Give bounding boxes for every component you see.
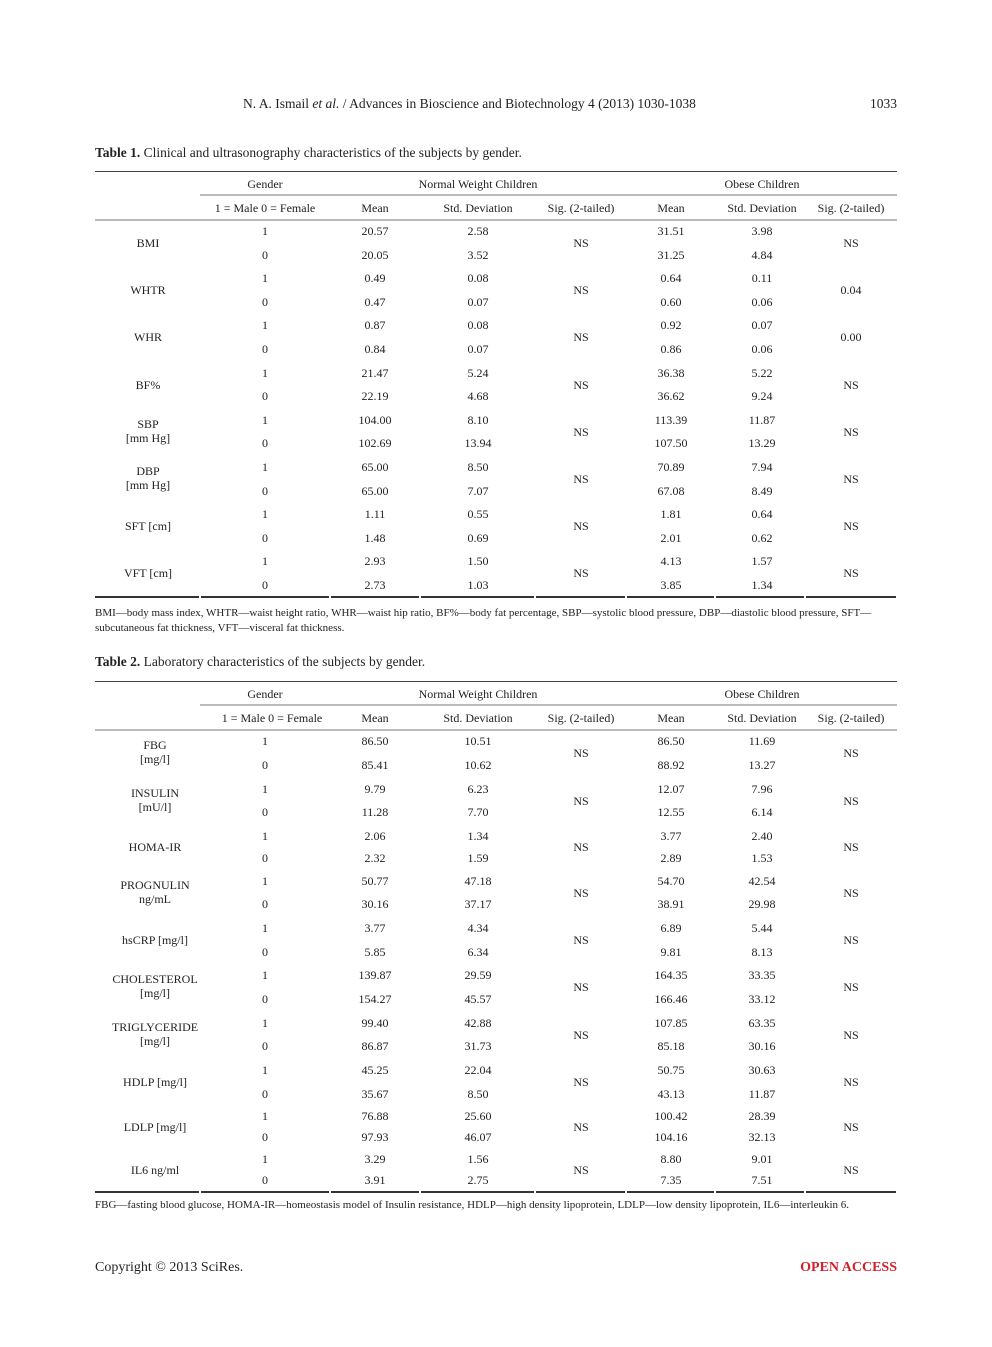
column-header: Sig. (2-tailed) <box>547 201 615 215</box>
gender-value: 0 <box>262 805 268 819</box>
normal-mean: 65.00 <box>361 484 389 498</box>
open-access-label: OPEN ACCESS <box>800 1260 897 1275</box>
header-journal: / Advances in Bioscience and Biotechnology 4 (2013) 1030-1038 <box>342 96 696 111</box>
normal-mean: 86.87 <box>361 1039 389 1053</box>
obese-std-dev: 7.94 <box>751 460 773 474</box>
gender-value: 0 <box>262 945 268 959</box>
normal-std-dev: 3.52 <box>467 248 489 262</box>
normal-sig: NS <box>573 377 589 392</box>
obese-mean: 4.13 <box>660 554 682 568</box>
normal-std-dev: 46.07 <box>464 1130 492 1144</box>
normal-std-dev: 22.04 <box>464 1063 492 1077</box>
obese-sig: NS <box>843 519 859 533</box>
normal-mean: 99.40 <box>361 1016 389 1030</box>
normal-std-dev: 0.07 <box>467 295 489 309</box>
gender-value: 0 <box>262 1130 268 1144</box>
table-bottom-rule <box>95 1191 199 1193</box>
obese-std-dev: 32.13 <box>748 1130 776 1144</box>
obese-std-dev: 8.49 <box>751 484 773 498</box>
normal-sig: NS <box>573 1027 589 1042</box>
table-bottom-rule <box>95 596 199 598</box>
normal-std-dev: 1.59 <box>467 851 489 865</box>
normal-std-dev: 0.07 <box>467 342 489 356</box>
normal-mean: 104.00 <box>358 413 392 427</box>
table-bottom-rule <box>201 596 329 598</box>
gender-value: 1 <box>262 366 268 380</box>
table-bottom-rule <box>806 596 896 598</box>
normal-mean: 21.47 <box>361 366 389 380</box>
obese-std-dev: 0.62 <box>751 531 773 545</box>
normal-std-dev: 29.59 <box>464 968 492 982</box>
column-header: Std. Deviation <box>443 711 513 725</box>
obese-mean: 38.91 <box>657 897 685 911</box>
table-bottom-rule <box>331 596 419 598</box>
normal-std-dev: 1.03 <box>467 578 489 592</box>
normal-sig: NS <box>573 236 589 250</box>
normal-std-dev: 47.18 <box>464 874 492 888</box>
obese-std-dev: 42.54 <box>748 874 776 888</box>
obese-std-dev: 29.98 <box>748 897 776 911</box>
row-variable-label: DBP [mm Hg] <box>125 464 171 492</box>
group-header-obese: Obese Children <box>724 177 800 191</box>
gender-value: 0 <box>262 851 268 865</box>
copyright: Copyright © 2013 SciRes. <box>95 1260 244 1275</box>
gender-value: 0 <box>262 436 268 450</box>
obese-std-dev: 0.06 <box>751 295 773 309</box>
normal-std-dev: 10.51 <box>464 734 492 748</box>
obese-mean: 43.13 <box>657 1087 685 1101</box>
table-bottom-rule <box>536 1191 625 1193</box>
normal-mean: 85.41 <box>361 758 389 772</box>
normal-std-dev: 1.56 <box>467 1152 489 1166</box>
obese-std-dev: 3.98 <box>751 224 773 238</box>
obese-sig: NS <box>843 1075 859 1089</box>
obese-std-dev: 30.16 <box>748 1039 776 1053</box>
table2-caption <box>95 654 425 670</box>
normal-mean: 45.25 <box>361 1063 389 1077</box>
normal-mean: 30.16 <box>361 897 389 911</box>
obese-std-dev: 0.11 <box>751 271 773 285</box>
gender-value: 0 <box>262 531 268 545</box>
normal-mean: 86.50 <box>361 734 389 748</box>
column-header: Std. Deviation <box>727 711 797 725</box>
normal-std-dev: 37.17 <box>464 897 492 911</box>
normal-std-dev: 6.34 <box>467 945 489 959</box>
gender-value: 1 <box>262 507 268 521</box>
table-top-rule <box>95 171 897 172</box>
obese-std-dev: 7.96 <box>751 782 773 796</box>
table-bottom-rule <box>627 1191 714 1193</box>
obese-mean: 3.77 <box>660 829 682 843</box>
obese-sig: NS <box>843 1162 859 1177</box>
normal-std-dev: 6.23 <box>467 782 489 796</box>
obese-sig: NS <box>843 472 859 486</box>
obese-sig: NS <box>843 933 859 947</box>
obese-sig: NS <box>843 793 859 808</box>
obese-std-dev: 0.07 <box>751 318 773 332</box>
normal-std-dev: 1.50 <box>467 554 489 568</box>
group-header-normal: Normal Weight Children <box>418 177 538 191</box>
gender-value: 1 <box>262 874 268 888</box>
normal-std-dev: 2.75 <box>467 1173 489 1187</box>
table1-caption <box>95 145 522 161</box>
normal-mean: 2.32 <box>364 851 386 865</box>
table-bottom-rule <box>421 1191 534 1193</box>
obese-mean: 12.55 <box>657 805 685 819</box>
normal-std-dev: 25.60 <box>464 1109 492 1123</box>
gender-value: 0 <box>262 1087 268 1101</box>
table1-label: Table 1. <box>95 145 141 160</box>
obese-std-dev: 5.44 <box>751 921 773 935</box>
obese-mean: 2.89 <box>660 851 682 865</box>
normal-mean: 5.85 <box>364 945 386 959</box>
normal-std-dev: 42.88 <box>464 1016 492 1030</box>
gender-value: 1 <box>262 829 268 843</box>
obese-mean: 12.07 <box>657 782 685 796</box>
obese-mean: 164.35 <box>654 968 688 982</box>
gender-value: 0 <box>262 389 268 403</box>
column-header-rule <box>95 729 897 731</box>
running-header <box>243 96 696 112</box>
obese-std-dev: 1.57 <box>751 554 773 568</box>
normal-mean: 0.49 <box>364 271 386 285</box>
obese-std-dev: 11.69 <box>748 734 776 748</box>
obese-mean: 88.92 <box>657 758 685 772</box>
obese-mean: 50.75 <box>657 1063 685 1077</box>
row-variable-label: FBG [mg/l] <box>140 738 170 766</box>
row-variable-label: hsCRP [mg/l] <box>122 933 188 947</box>
normal-mean: 50.77 <box>361 874 389 888</box>
obese-mean: 85.18 <box>657 1039 685 1053</box>
normal-mean: 35.67 <box>361 1087 389 1101</box>
obese-mean: 0.64 <box>660 271 682 285</box>
obese-std-dev: 2.40 <box>751 829 773 843</box>
gender-value: 1 <box>262 271 268 285</box>
normal-mean: 76.88 <box>361 1109 389 1123</box>
gender-value: 1 <box>262 1109 268 1123</box>
column-header: 1 = Male 0 = Female <box>214 201 316 215</box>
gender-value: 1 <box>262 782 268 796</box>
normal-sig: NS <box>573 885 589 900</box>
normal-std-dev: 0.08 <box>467 318 489 332</box>
obese-sig: NS <box>843 424 859 439</box>
normal-mean: 102.69 <box>358 436 392 450</box>
gender-value: 0 <box>262 578 268 592</box>
table-top-rule <box>95 681 897 682</box>
row-variable-label: HOMA-IR <box>128 840 182 854</box>
normal-std-dev: 0.69 <box>467 531 489 545</box>
obese-sig: 0.00 <box>840 330 862 344</box>
gender-value: 1 <box>262 554 268 568</box>
obese-mean: 31.25 <box>657 248 685 262</box>
normal-std-dev: 7.70 <box>467 805 489 819</box>
normal-mean: 3.91 <box>364 1173 386 1187</box>
obese-mean: 107.85 <box>654 1016 688 1030</box>
column-header: Mean <box>361 201 389 215</box>
obese-mean: 3.85 <box>660 578 682 592</box>
obese-std-dev: 11.87 <box>748 1087 776 1101</box>
row-variable-label: BMI <box>136 236 160 250</box>
obese-std-dev: 30.63 <box>748 1063 776 1077</box>
obese-sig: 0.04 <box>840 283 862 297</box>
normal-std-dev: 8.10 <box>467 413 489 427</box>
normal-mean: 0.84 <box>364 342 386 356</box>
obese-std-dev: 0.64 <box>751 507 773 521</box>
normal-mean: 2.73 <box>364 578 386 592</box>
obese-std-dev: 28.39 <box>748 1109 776 1123</box>
normal-mean: 1.48 <box>364 531 386 545</box>
obese-sig: NS <box>843 840 859 854</box>
obese-std-dev: 4.84 <box>751 248 773 262</box>
gender-value: 1 <box>262 921 268 935</box>
table-bottom-rule <box>716 596 804 598</box>
gender-value: 0 <box>262 992 268 1006</box>
column-header: 1 = Male 0 = Female <box>221 711 323 725</box>
normal-sig: NS <box>573 933 589 947</box>
normal-std-dev: 4.34 <box>467 921 489 935</box>
group-header-gender: Gender <box>247 687 283 701</box>
obese-std-dev: 11.87 <box>748 413 776 427</box>
table1-footnote: BMI—body mass index, WHTR—waist height ratio, WHR—waist hip ratio, BF%—body fat percentage, SBP—systolic blood pressure, DBP—diastolic blood pressure, SFT—subcutaneous fat thickness, VFT—visceral fat thickness. <box>95 607 872 634</box>
normal-mean: 0.47 <box>364 295 386 309</box>
row-variable-label: LDLP [mg/l] <box>123 1119 187 1134</box>
normal-sig: NS <box>573 330 589 344</box>
normal-mean: 20.57 <box>361 224 389 238</box>
row-variable-label: CHOLESTEROL [mg/l] <box>112 972 198 1000</box>
normal-std-dev: 8.50 <box>467 1087 489 1101</box>
obese-mean: 70.89 <box>657 460 685 474</box>
row-variable-label: WHR <box>134 330 162 344</box>
row-variable-label: INSULIN [mU/l] <box>131 785 179 814</box>
obese-std-dev: 9.24 <box>751 389 773 403</box>
normal-sig: NS <box>573 1075 589 1089</box>
normal-std-dev: 13.94 <box>464 436 492 450</box>
gender-value: 0 <box>262 897 268 911</box>
obese-mean: 2.01 <box>660 531 682 545</box>
normal-mean: 139.87 <box>358 968 392 982</box>
table-bottom-rule <box>331 1191 419 1193</box>
obese-std-dev: 9.01 <box>751 1152 773 1166</box>
gender-value: 0 <box>262 1173 268 1187</box>
row-variable-label: WHTR <box>130 283 166 297</box>
row-variable-label: HDLP [mg/l] <box>123 1075 187 1089</box>
table-bottom-rule <box>806 1191 896 1193</box>
normal-mean: 20.05 <box>361 248 389 262</box>
obese-mean: 8.80 <box>660 1152 682 1166</box>
table2-label: Table 2. <box>95 654 141 669</box>
gender-value: 1 <box>262 1016 268 1030</box>
obese-mean: 86.50 <box>657 734 685 748</box>
normal-sig: NS <box>573 980 589 994</box>
row-variable-label: IL6 ng/ml <box>130 1162 180 1177</box>
group-header-obese: Obese Children <box>724 687 800 701</box>
obese-mean: 7.35 <box>660 1173 682 1187</box>
column-header-rule <box>95 219 897 221</box>
obese-std-dev: 1.34 <box>751 578 773 592</box>
gender-value: 0 <box>262 484 268 498</box>
obese-mean: 166.46 <box>654 992 688 1006</box>
normal-sig: NS <box>573 1119 589 1134</box>
obese-sig: NS <box>843 746 859 760</box>
obese-sig: NS <box>843 236 859 250</box>
obese-std-dev: 0.06 <box>751 342 773 356</box>
gender-value: 0 <box>262 295 268 309</box>
column-header: Std. Deviation <box>443 201 513 215</box>
column-header: Mean <box>361 711 389 725</box>
normal-mean: 22.19 <box>361 389 389 403</box>
gender-value: 0 <box>262 342 268 356</box>
obese-std-dev: 1.53 <box>751 851 773 865</box>
normal-sig: NS <box>573 746 589 760</box>
table1-caption-text: Clinical and ultrasonography characteristics of the subjects by gender. <box>143 145 522 160</box>
group-header-normal: Normal Weight Children <box>418 687 538 701</box>
obese-mean: 36.38 <box>657 366 685 380</box>
obese-mean: 31.51 <box>657 224 685 238</box>
normal-sig: NS <box>573 283 589 297</box>
normal-mean: 1.11 <box>364 507 386 521</box>
obese-mean: 0.92 <box>660 318 682 332</box>
normal-std-dev: 4.68 <box>467 389 489 403</box>
normal-std-dev: 10.62 <box>464 758 492 772</box>
table-bottom-rule <box>421 596 534 598</box>
gender-value: 1 <box>262 318 268 332</box>
normal-mean: 2.06 <box>364 829 386 843</box>
normal-mean: 0.87 <box>364 318 386 332</box>
normal-std-dev: 8.50 <box>467 460 489 474</box>
normal-std-dev: 1.34 <box>467 829 489 843</box>
row-variable-label: VFT [cm] <box>123 566 173 580</box>
normal-std-dev: 0.08 <box>467 271 489 285</box>
normal-std-dev: 5.24 <box>467 366 489 380</box>
row-variable-label: BF% <box>135 377 161 392</box>
row-variable-label: TRIGLYCERIDE [mg/l] <box>111 1019 199 1048</box>
obese-sig: NS <box>843 1027 859 1042</box>
normal-std-dev: 2.58 <box>467 224 489 238</box>
normal-sig: NS <box>573 424 589 439</box>
obese-mean: 36.62 <box>657 389 685 403</box>
gender-value: 1 <box>262 224 268 238</box>
header-authors: N. A. Ismail <box>243 96 309 111</box>
gender-value: 0 <box>262 248 268 262</box>
obese-sig: NS <box>843 980 859 994</box>
gender-value: 0 <box>262 758 268 772</box>
obese-sig: NS <box>843 885 859 900</box>
obese-mean: 104.16 <box>654 1130 688 1144</box>
normal-mean: 65.00 <box>361 460 389 474</box>
column-header: Sig. (2-tailed) <box>817 711 885 725</box>
table2-caption-text: Laboratory characteristics of the subjects by gender. <box>143 654 426 669</box>
row-variable-label: SBP [mm Hg] <box>125 416 171 445</box>
obese-std-dev: 33.35 <box>748 968 776 982</box>
obese-mean: 100.42 <box>654 1109 688 1123</box>
obese-mean: 107.50 <box>654 436 688 450</box>
normal-sig: NS <box>573 519 589 533</box>
obese-std-dev: 33.12 <box>748 992 776 1006</box>
obese-sig: NS <box>843 566 859 580</box>
normal-std-dev: 45.57 <box>464 992 492 1006</box>
gender-value: 1 <box>262 1063 268 1077</box>
obese-mean: 6.89 <box>660 921 682 935</box>
group-header-rule <box>200 704 897 706</box>
obese-std-dev: 6.14 <box>751 805 773 819</box>
table-bottom-rule <box>716 1191 804 1193</box>
normal-mean: 11.28 <box>361 805 389 819</box>
normal-mean: 9.79 <box>364 782 386 796</box>
column-header: Std. Deviation <box>727 201 797 215</box>
header-etal: et al. <box>312 96 340 111</box>
normal-std-dev: 7.07 <box>467 484 489 498</box>
normal-std-dev: 31.73 <box>464 1039 492 1053</box>
normal-mean: 97.93 <box>361 1130 389 1144</box>
normal-mean: 3.29 <box>364 1152 386 1166</box>
gender-value: 1 <box>262 968 268 982</box>
obese-sig: NS <box>843 377 859 392</box>
obese-sig: NS <box>843 1119 859 1134</box>
obese-mean: 113.39 <box>654 413 688 427</box>
obese-std-dev: 5.22 <box>751 366 773 380</box>
normal-mean: 2.93 <box>364 554 386 568</box>
column-header: Mean <box>657 711 685 725</box>
normal-sig: NS <box>573 840 589 854</box>
normal-mean: 154.27 <box>358 992 392 1006</box>
table-bottom-rule <box>536 596 625 598</box>
obese-std-dev: 8.13 <box>751 945 773 959</box>
gender-value: 1 <box>262 460 268 474</box>
normal-mean: 3.77 <box>364 921 386 935</box>
obese-std-dev: 63.35 <box>748 1016 776 1030</box>
obese-std-dev: 7.51 <box>751 1173 773 1187</box>
column-header: Sig. (2-tailed) <box>547 711 615 725</box>
gender-value: 1 <box>262 1152 268 1166</box>
table2-footnote: FBG—fasting blood glucose, HOMA-IR—homeostasis model of Insulin resistance, HDLP—high density lipoprotein, LDLP—low density lipoprotein, IL6—interleukin 6. <box>95 1199 850 1211</box>
table-bottom-rule <box>627 596 714 598</box>
group-header-gender: Gender <box>247 177 283 191</box>
normal-sig: NS <box>573 472 589 486</box>
gender-value: 1 <box>262 413 268 427</box>
obese-std-dev: 13.29 <box>748 436 776 450</box>
normal-sig: NS <box>573 1162 589 1177</box>
normal-sig: NS <box>573 793 589 808</box>
normal-sig: NS <box>573 566 589 580</box>
obese-mean: 1.81 <box>660 507 682 521</box>
table-bottom-rule <box>201 1191 329 1193</box>
obese-mean: 0.60 <box>660 295 682 309</box>
page-number: 1033 <box>870 96 897 111</box>
group-header-rule <box>200 194 897 196</box>
normal-std-dev: 0.55 <box>467 507 489 521</box>
column-header: Sig. (2-tailed) <box>817 201 885 215</box>
row-variable-label: PROGNULIN ng/mL <box>120 877 190 906</box>
obese-mean: 54.70 <box>657 874 685 888</box>
obese-mean: 9.81 <box>660 945 682 959</box>
obese-mean: 0.86 <box>660 342 682 356</box>
gender-value: 1 <box>262 734 268 748</box>
row-variable-label: SFT [cm] <box>124 519 172 533</box>
gender-value: 0 <box>262 1039 268 1053</box>
column-header: Mean <box>657 201 685 215</box>
obese-std-dev: 13.27 <box>748 758 776 772</box>
obese-mean: 67.08 <box>657 484 685 498</box>
